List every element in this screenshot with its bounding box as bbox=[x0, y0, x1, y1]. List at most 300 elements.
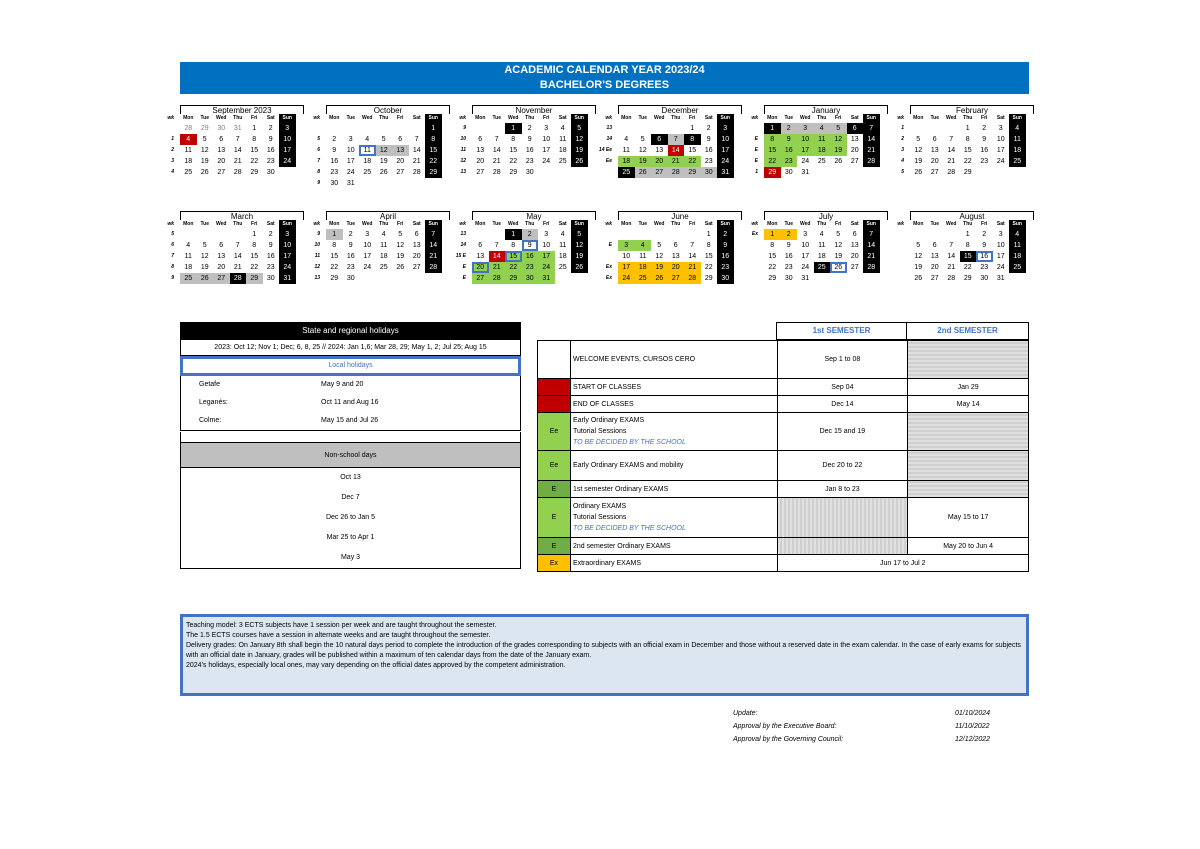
event-line: Early Ordinary EXAMS bbox=[572, 417, 645, 424]
week-number bbox=[890, 229, 906, 240]
wk-label: wk bbox=[605, 221, 612, 227]
day-cell: 20 bbox=[476, 158, 485, 165]
day-cell bbox=[343, 123, 360, 134]
day-cell: 16 bbox=[781, 145, 798, 156]
day-cell: 1 bbox=[690, 125, 695, 132]
local-holiday-row bbox=[180, 412, 521, 430]
day-cell: 28 bbox=[684, 273, 701, 284]
month-name: September 2023 bbox=[180, 105, 304, 114]
day-cell: 1 bbox=[252, 231, 257, 238]
day-cell: 12 bbox=[655, 253, 664, 260]
day-cell: 2 bbox=[982, 125, 987, 132]
day-cell bbox=[538, 167, 555, 178]
week-number bbox=[744, 240, 760, 251]
day-cell bbox=[847, 167, 864, 178]
week-row bbox=[180, 167, 304, 178]
day-cell: 4 bbox=[1009, 229, 1026, 240]
day-cell: 29 bbox=[684, 167, 701, 178]
month-name: June bbox=[618, 211, 742, 220]
day-cell bbox=[863, 273, 880, 284]
day-cell: 23 bbox=[781, 156, 798, 167]
day-cell: 26 bbox=[834, 158, 843, 165]
day-cell: 1 bbox=[505, 229, 522, 240]
event-name bbox=[571, 538, 778, 554]
approval-row bbox=[733, 710, 1033, 723]
day-cell: 16 bbox=[525, 147, 534, 154]
day-cell: 17 bbox=[717, 145, 734, 156]
week-number bbox=[598, 229, 614, 240]
non-school-day: May 3 bbox=[180, 548, 521, 569]
day-cell: 5 bbox=[836, 231, 841, 238]
day-cell: 14 bbox=[412, 147, 421, 154]
calendar-banner bbox=[180, 62, 1029, 94]
weekday-header-row bbox=[326, 114, 450, 123]
weekday-label: Mon bbox=[475, 221, 486, 227]
day-cell bbox=[635, 229, 652, 240]
day-cell: 17 bbox=[797, 145, 814, 156]
week-number: 11 bbox=[314, 253, 320, 259]
day-cell: 2 bbox=[268, 125, 273, 132]
day-cell: 3 bbox=[279, 229, 296, 240]
wk-label: wk bbox=[167, 115, 174, 121]
weekday-label: Thu bbox=[817, 115, 827, 121]
day-cell: 6 bbox=[478, 242, 483, 249]
day-cell: 5 bbox=[381, 136, 386, 143]
weekday-label: Thu bbox=[963, 221, 973, 227]
day-cell: 15 bbox=[963, 147, 972, 154]
day-cell: 7 bbox=[425, 229, 442, 240]
weekday-label: Wed bbox=[362, 221, 373, 227]
day-cell bbox=[279, 167, 296, 178]
day-cell: 30 bbox=[522, 273, 539, 284]
day-cell: 11 bbox=[380, 242, 388, 249]
approval-row bbox=[733, 736, 1033, 749]
day-cell: 8 bbox=[425, 134, 442, 145]
day-cell: 25 bbox=[814, 262, 831, 273]
day-cell: 26 bbox=[635, 167, 652, 178]
day-cell: 6 bbox=[932, 136, 937, 143]
day-cell bbox=[409, 123, 426, 134]
week-number: 11 bbox=[460, 147, 466, 153]
day-cell: 15 bbox=[250, 253, 259, 260]
day-cell: 23 bbox=[522, 262, 539, 273]
week-number-column bbox=[452, 211, 468, 284]
day-cell: 20 bbox=[217, 264, 226, 271]
weekday-label: Tue bbox=[930, 115, 940, 121]
event-row bbox=[537, 413, 1029, 451]
week-number bbox=[598, 167, 614, 178]
event-name bbox=[571, 451, 778, 480]
weekday-header-row bbox=[618, 220, 742, 229]
day-cell: 7 bbox=[235, 242, 240, 249]
week-number-column bbox=[744, 211, 760, 284]
weekday-label: Mon bbox=[913, 221, 924, 227]
day-cell: 25 bbox=[363, 169, 372, 176]
day-cell: 15 bbox=[704, 253, 713, 260]
day-cell: 18 bbox=[814, 145, 831, 156]
week-row bbox=[618, 156, 742, 167]
week-row bbox=[764, 240, 888, 251]
week-row bbox=[326, 240, 450, 251]
day-cell: 18 bbox=[635, 262, 652, 273]
event-line: 2nd semester Ordinary EXAMS bbox=[572, 542, 671, 550]
weekday-label: Sat bbox=[850, 115, 859, 121]
day-cell: 14 bbox=[233, 253, 242, 260]
day-cell: 21 bbox=[425, 251, 442, 262]
week-number-column bbox=[744, 105, 760, 178]
day-cell: 1 bbox=[252, 125, 257, 132]
day-cell: 22 bbox=[250, 158, 259, 165]
weekday-header-row bbox=[472, 114, 596, 123]
approval-row bbox=[733, 723, 1033, 736]
day-cell: 3 bbox=[544, 125, 549, 132]
wk-label: wk bbox=[751, 115, 758, 121]
day-cell: 10 bbox=[996, 136, 1005, 143]
day-cell: 17 bbox=[618, 262, 635, 273]
day-cell: 25 bbox=[618, 167, 635, 178]
weekday-label: Mon bbox=[767, 115, 778, 121]
day-cell: 21 bbox=[233, 264, 242, 271]
weekday-label: Wed bbox=[362, 115, 373, 121]
local-holiday-row bbox=[180, 376, 521, 394]
day-cell bbox=[180, 229, 197, 240]
week-row bbox=[326, 262, 450, 273]
event-code: Ee bbox=[538, 413, 571, 450]
day-cell: 6 bbox=[852, 231, 857, 238]
day-cell: 20 bbox=[472, 262, 489, 273]
day-cell: 4 bbox=[381, 231, 386, 238]
day-cell: 30 bbox=[217, 125, 226, 132]
day-cell: 16 bbox=[522, 251, 539, 262]
day-cell: 30 bbox=[346, 275, 355, 282]
week-row bbox=[472, 123, 596, 134]
weekday-label: Mon bbox=[329, 115, 340, 121]
day-cell: 25 bbox=[184, 169, 193, 176]
day-cell: 21 bbox=[863, 145, 880, 156]
week-number: Ex bbox=[605, 264, 612, 270]
event-row bbox=[537, 451, 1029, 481]
day-cell: 29 bbox=[425, 167, 442, 178]
day-cell: 11 bbox=[184, 253, 192, 260]
event-name bbox=[571, 498, 778, 537]
day-cell: 11 bbox=[622, 147, 630, 154]
week-number: 1 bbox=[901, 125, 904, 131]
day-cell: 3 bbox=[717, 123, 734, 134]
week-number-column bbox=[598, 211, 614, 284]
week-row bbox=[326, 167, 450, 178]
event-row bbox=[537, 341, 1029, 379]
day-cell: 9 bbox=[332, 147, 337, 154]
weekday-label: Sat bbox=[412, 115, 421, 121]
event-code bbox=[538, 396, 571, 412]
day-cell bbox=[927, 229, 944, 240]
week-row bbox=[472, 134, 596, 145]
day-cell: 27 bbox=[850, 264, 859, 271]
weekday-header-row bbox=[472, 220, 596, 229]
day-cell: 29 bbox=[963, 275, 972, 282]
week-row bbox=[618, 229, 742, 240]
note-line: Teaching model: 3 ECTS subjects have 1 session per week and are taught throughout the semester. bbox=[186, 622, 497, 629]
day-cell: 28 bbox=[863, 262, 880, 273]
weekday-label: Tue bbox=[346, 221, 356, 227]
day-cell: 20 bbox=[930, 158, 939, 165]
day-cell bbox=[910, 123, 927, 134]
approval-label: Approval by the Governing Council: bbox=[733, 736, 844, 743]
weekday-label: Mon bbox=[329, 221, 340, 227]
day-cell: 6 bbox=[219, 242, 224, 249]
weekday-label: Sat bbox=[558, 115, 567, 121]
semester-2-dates: May 15 to 17 bbox=[947, 514, 989, 521]
week-number-column bbox=[890, 211, 906, 284]
week-number bbox=[890, 240, 906, 251]
day-cell: 15 bbox=[505, 251, 522, 262]
wk-label: wk bbox=[897, 115, 904, 121]
semester-2-dates bbox=[908, 413, 1028, 450]
week-number: 5 bbox=[901, 169, 904, 175]
week-row bbox=[910, 123, 1034, 134]
day-cell: 18 bbox=[363, 158, 372, 165]
day-cell: 10 bbox=[542, 136, 551, 143]
day-cell: 31 bbox=[279, 273, 296, 284]
day-cell: 12 bbox=[914, 253, 923, 260]
day-cell: 3 bbox=[803, 231, 808, 238]
month-box bbox=[326, 211, 450, 284]
day-cell: 5 bbox=[830, 123, 847, 134]
day-cell: 9 bbox=[706, 136, 711, 143]
week-row bbox=[764, 273, 888, 284]
week-row bbox=[764, 229, 888, 240]
day-cell: 6 bbox=[847, 123, 864, 134]
day-cell: 23 bbox=[784, 264, 793, 271]
day-cell: 17 bbox=[996, 147, 1005, 154]
approval-label: Approval by the Executive Board: bbox=[733, 723, 837, 730]
day-cell: 25 bbox=[558, 264, 567, 271]
weekday-label: Tue bbox=[638, 115, 648, 121]
event-code: E bbox=[538, 538, 571, 554]
week-row bbox=[472, 156, 596, 167]
week-number: 10 bbox=[314, 242, 320, 248]
day-cell: 29 bbox=[704, 275, 713, 282]
day-cell: 21 bbox=[668, 156, 685, 167]
event-line: Tutorial Sessions bbox=[572, 428, 627, 435]
weekday-header-row bbox=[326, 220, 450, 229]
week-row bbox=[326, 229, 450, 240]
day-cell: 9 bbox=[781, 134, 798, 145]
week-number bbox=[744, 123, 760, 134]
day-cell: 9 bbox=[268, 136, 273, 143]
day-cell: 24 bbox=[717, 156, 734, 167]
day-cell: 8 bbox=[511, 242, 516, 249]
day-cell: 1 bbox=[764, 123, 781, 134]
week-row bbox=[180, 251, 304, 262]
event-row bbox=[537, 538, 1029, 555]
day-cell: 1 bbox=[764, 229, 781, 240]
weekday-label: Fri bbox=[251, 221, 258, 227]
non-school-day: Oct 13 bbox=[180, 468, 521, 488]
weekday-label: Tue bbox=[200, 221, 210, 227]
weekday-header-row bbox=[618, 114, 742, 123]
week-number bbox=[890, 262, 906, 273]
day-cell: 16 bbox=[266, 253, 275, 260]
week-number: 2 bbox=[901, 136, 904, 142]
day-cell: 27 bbox=[472, 273, 489, 284]
day-cell: 20 bbox=[850, 253, 859, 260]
day-cell: 12 bbox=[830, 134, 847, 145]
day-cell: 9 bbox=[717, 240, 734, 251]
weekday-label: Mon bbox=[913, 115, 924, 121]
weekday-label: Thu bbox=[379, 115, 389, 121]
day-cell: 21 bbox=[947, 158, 956, 165]
day-cell: 8 bbox=[706, 242, 711, 249]
day-cell: 26 bbox=[651, 273, 668, 284]
day-cell: 14 bbox=[233, 147, 242, 154]
day-cell: 26 bbox=[197, 273, 214, 284]
day-cell: 8 bbox=[684, 134, 701, 145]
day-cell: 28 bbox=[492, 169, 501, 176]
note-line: 2024's holidays, especially local ones, may vary depending on the official dates approved by the competent administration. bbox=[186, 662, 566, 669]
weekday-label: Sat bbox=[266, 221, 275, 227]
weekday-label: Thu bbox=[233, 115, 243, 121]
day-cell: 10 bbox=[346, 147, 355, 154]
week-row bbox=[472, 145, 596, 156]
day-cell: 20 bbox=[217, 158, 226, 165]
day-cell: 10 bbox=[996, 242, 1005, 249]
day-cell: 24 bbox=[618, 273, 635, 284]
day-cell: 24 bbox=[801, 264, 810, 271]
day-cell: 4 bbox=[635, 240, 652, 251]
day-cell: 13 bbox=[671, 253, 680, 260]
day-cell: 12 bbox=[200, 253, 209, 260]
day-cell: 3 bbox=[618, 240, 635, 251]
day-cell: 24 bbox=[538, 262, 555, 273]
day-cell bbox=[668, 123, 685, 134]
event-code bbox=[538, 379, 571, 395]
week-row bbox=[180, 123, 304, 134]
day-cell: 22 bbox=[425, 156, 442, 167]
notes-box bbox=[180, 614, 1029, 696]
week-row bbox=[180, 156, 304, 167]
day-cell: 19 bbox=[914, 264, 923, 271]
day-cell bbox=[635, 123, 652, 134]
day-cell: 7 bbox=[235, 136, 240, 143]
day-cell: 23 bbox=[704, 158, 713, 165]
day-cell: 9 bbox=[982, 136, 987, 143]
semester-1-dates: Sep 1 to 08 bbox=[778, 341, 909, 378]
day-cell: 20 bbox=[668, 262, 685, 273]
week-number: 14 Ee bbox=[598, 147, 612, 153]
weekday-label: Sun bbox=[1009, 114, 1026, 123]
day-cell: 4 bbox=[819, 231, 824, 238]
holidays-panel bbox=[180, 322, 521, 569]
week-row bbox=[326, 178, 450, 189]
day-cell: 2 bbox=[781, 123, 798, 134]
week-number: E bbox=[754, 136, 758, 142]
day-cell: 1 bbox=[326, 229, 343, 240]
day-cell: 8 bbox=[252, 242, 257, 249]
day-cell: 20 bbox=[651, 156, 668, 167]
week-row bbox=[180, 240, 304, 251]
day-cell bbox=[814, 167, 831, 178]
weekday-header-row bbox=[180, 114, 304, 123]
month-box bbox=[472, 211, 596, 284]
day-cell: 13 bbox=[850, 136, 859, 143]
day-cell bbox=[943, 229, 960, 240]
weekday-label: Sun bbox=[717, 114, 734, 123]
week-row bbox=[472, 262, 596, 273]
local-holidays-header: Local holidays bbox=[180, 356, 521, 376]
day-cell: 8 bbox=[252, 136, 257, 143]
day-cell: 31 bbox=[801, 169, 810, 176]
week-row bbox=[910, 229, 1034, 240]
weekday-label: Fri bbox=[835, 115, 842, 121]
day-cell bbox=[359, 123, 376, 134]
day-cell bbox=[668, 229, 685, 240]
day-cell: 5 bbox=[202, 242, 207, 249]
day-cell: 13 bbox=[476, 253, 485, 260]
event-code: Ex bbox=[538, 555, 571, 571]
day-cell: 12 bbox=[376, 145, 393, 156]
week-row bbox=[764, 145, 888, 156]
event-line: TO BE DECIDED BY THE SCHOOL bbox=[572, 525, 686, 532]
weekday-header-row bbox=[764, 220, 888, 229]
approval-date: 01/10/2024 bbox=[955, 710, 991, 717]
weekday-label: Tue bbox=[784, 221, 794, 227]
weekday-label: Fri bbox=[251, 115, 258, 121]
day-cell: 20 bbox=[412, 253, 421, 260]
day-cell: 31 bbox=[717, 167, 734, 178]
day-cell: 24 bbox=[801, 158, 810, 165]
day-cell: 9 bbox=[527, 136, 532, 143]
day-cell: 17 bbox=[996, 253, 1005, 260]
day-cell: 29 bbox=[505, 273, 522, 284]
weekday-label: Thu bbox=[233, 221, 243, 227]
month-box bbox=[910, 105, 1034, 178]
day-cell bbox=[472, 123, 489, 134]
week-number bbox=[890, 273, 906, 284]
week-row bbox=[326, 251, 450, 262]
day-cell: 20 bbox=[396, 158, 405, 165]
day-cell: 29 bbox=[764, 167, 781, 178]
day-cell: 14 bbox=[863, 134, 880, 145]
weekday-label: Sat bbox=[558, 221, 567, 227]
day-cell: 20 bbox=[930, 264, 939, 271]
day-cell: 14 bbox=[688, 253, 697, 260]
week-number: 3 bbox=[901, 147, 904, 153]
day-cell: 12 bbox=[571, 240, 588, 251]
day-cell: 4 bbox=[560, 125, 565, 132]
day-cell: 23 bbox=[525, 158, 534, 165]
week-row bbox=[326, 273, 450, 284]
week-row bbox=[618, 240, 742, 251]
events-table bbox=[537, 322, 1029, 572]
semester-2-dates bbox=[908, 481, 1028, 497]
day-cell: 25 bbox=[1009, 262, 1026, 273]
week-number: 10 bbox=[460, 136, 466, 142]
day-cell bbox=[489, 229, 506, 240]
weekday-label: Fri bbox=[397, 221, 404, 227]
weekday-label: Thu bbox=[671, 115, 681, 121]
day-cell: 18 bbox=[618, 156, 635, 167]
day-cell: 27 bbox=[930, 275, 939, 282]
day-cell bbox=[489, 123, 506, 134]
day-cell: 8 bbox=[965, 136, 970, 143]
day-cell: 7 bbox=[668, 134, 685, 145]
week-row bbox=[910, 262, 1034, 273]
local-place: Colme: bbox=[199, 417, 222, 424]
week-number: 3 bbox=[171, 158, 174, 164]
week-number bbox=[306, 123, 322, 134]
wk-label: wk bbox=[751, 221, 758, 227]
